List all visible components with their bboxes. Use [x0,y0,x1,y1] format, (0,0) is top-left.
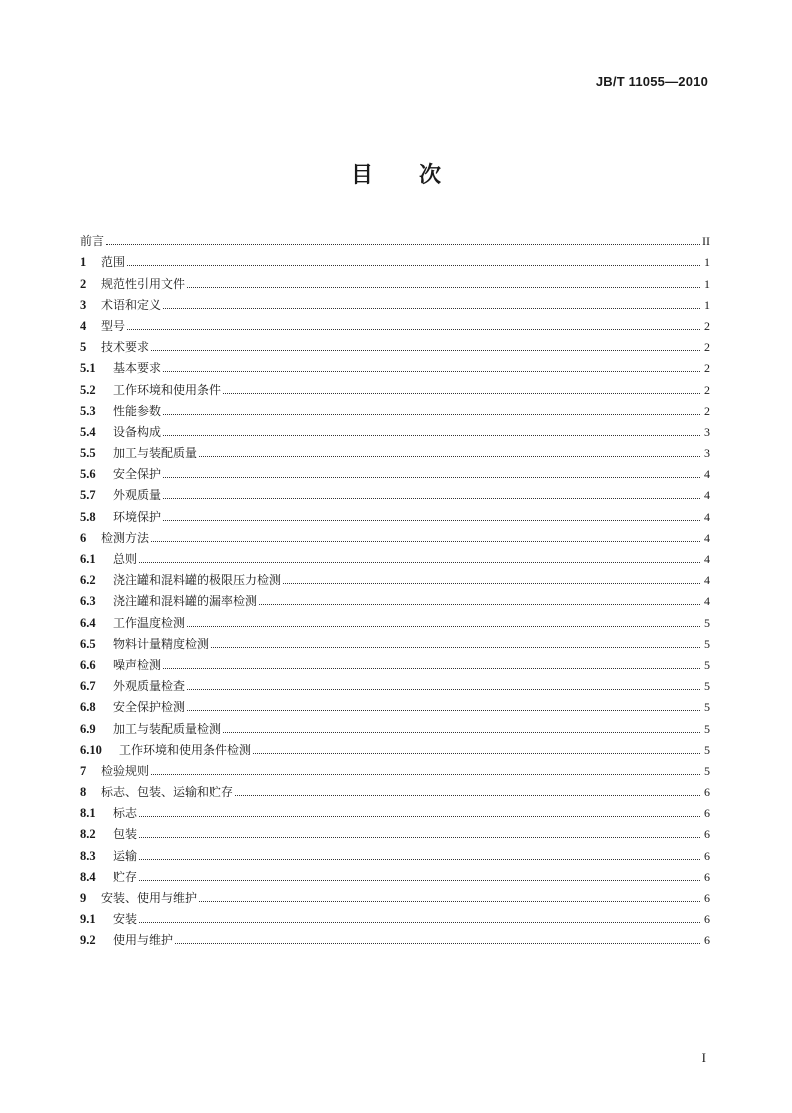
toc-entry-page: 6 [704,785,710,800]
toc-entry[interactable] [80,354,710,375]
toc-entry-label: 加工与装配质量 [113,446,198,461]
toc-entry-label: 环境保护 [113,509,162,524]
toc-entry[interactable] [80,418,710,439]
toc-entry-page: II [702,234,710,249]
toc-entry[interactable] [80,460,710,481]
toc-entry-label: 检测方法 [101,530,150,545]
toc-entry-number: 9.1 [80,912,96,927]
toc-leader-dots [199,455,700,457]
toc-leader-dots [163,307,700,309]
toc-entry-label: 运输 [113,848,138,863]
toc-entry-number: 3 [80,297,87,312]
toc-entry-number: 6.2 [80,573,96,588]
toc-entry-label: 设备构成 [113,424,162,439]
toc-leader-dots [223,392,700,394]
toc-entry-label: 技术要求 [101,340,150,355]
toc-leader-dots [139,836,700,838]
toc-entry[interactable] [80,545,710,566]
toc-entry-label: 规范性引用文件 [101,276,186,291]
toc-leader-dots [163,519,700,521]
toc-entry-number: 4 [80,318,87,333]
toc-leader-dots [151,540,700,542]
toc-leader-dots [253,752,700,754]
toc-entry-label: 前言 [80,234,105,249]
toc-entry[interactable] [80,926,710,947]
toc-entry-page: 6 [704,848,710,863]
toc-leader-dots [211,646,700,648]
toc-entry-number: 5.7 [80,488,96,503]
toc-entry-label: 性能参数 [113,403,162,418]
toc-entry-label: 贮存 [113,869,138,884]
toc-entry-number: 8.1 [80,806,96,821]
toc-entry-page: 5 [704,615,710,630]
toc-entry-page: 6 [704,912,710,927]
toc-entry[interactable] [80,863,710,884]
toc-entry-label: 使用与维护 [113,933,174,948]
toc-entry[interactable] [80,799,710,820]
toc-entry[interactable] [80,375,710,396]
toc-entry[interactable] [80,693,710,714]
toc-leader-dots [187,688,700,690]
toc-entry-label: 安装 [113,912,138,927]
toc-entry-page: 3 [704,424,710,439]
toc-entry-label: 基本要求 [113,361,162,376]
toc-entry-page: 5 [704,721,710,736]
toc-entry-label: 外观质量 [113,488,162,503]
toc-entry-page: 2 [704,361,710,376]
toc-entry-number: 6.5 [80,636,96,651]
toc-entry-number: 8.3 [80,848,96,863]
toc-entry-label: 噪声检测 [113,657,162,672]
toc-entry-page: 1 [704,276,710,291]
toc-entry-number: 5.5 [80,446,96,461]
toc-entry[interactable] [80,312,710,333]
toc-entry-number: 6 [80,530,87,545]
toc-leader-dots [187,709,700,711]
toc-entry[interactable] [80,630,710,651]
toc-entry-page: 4 [704,573,710,588]
toc-entry[interactable] [80,333,710,354]
toc-entry[interactable] [80,841,710,862]
toc-entry-page: 5 [704,700,710,715]
toc-entry-label: 加工与装配质量检测 [113,721,222,736]
title-char-2: 次 [419,163,442,188]
toc-leader-dots [139,858,700,860]
toc-entry[interactable] [80,291,710,312]
title-char-1: 目 [350,163,373,188]
toc-entry-page: 5 [704,636,710,651]
toc-entry[interactable] [80,884,710,905]
toc-entry-page: 4 [704,594,710,609]
toc-entry[interactable] [80,587,710,608]
page-number: I [701,1050,706,1065]
toc-entry[interactable] [80,672,710,693]
toc-leader-dots [163,413,700,415]
toc-leader-dots [187,286,700,288]
toc-entry-page: 4 [704,488,710,503]
toc-entry-number: 5 [80,340,87,355]
toc-entry-page: 2 [704,382,710,397]
toc-leader-dots [199,900,700,902]
toc-entry[interactable] [80,736,710,757]
toc-entry-label: 型号 [101,318,126,333]
toc-entry-page: 5 [704,657,710,672]
toc-leader-dots [106,243,700,245]
toc-entry-number: 5.3 [80,403,96,418]
toc-entry-label: 术语和定义 [101,297,162,312]
toc-entry-page: 6 [704,806,710,821]
toc-entry[interactable] [80,481,710,502]
toc-entry[interactable] [80,651,710,672]
toc-entry[interactable] [80,227,710,248]
toc-entry-label: 标志 [113,806,138,821]
toc-entry-number: 6.9 [80,721,96,736]
toc-leader-dots [127,264,700,266]
toc-leader-dots [175,942,700,944]
toc-entry-number: 8 [80,785,87,800]
toc-entry-number: 2 [80,276,87,291]
toc-entry-number: 6.6 [80,657,96,672]
toc-entry-number: 6.7 [80,679,96,694]
toc-entry-label: 外观质量检查 [113,679,186,694]
toc-entry-page: 4 [704,552,710,566]
toc-entry-label: 安全保护 [113,467,162,482]
toc-entry-label: 浇注罐和混料罐的极限压力检测 [113,573,282,588]
toc-entry-number: 8.4 [80,869,96,884]
page-title [0,158,792,189]
toc-entry-page: 4 [704,530,710,545]
toc-entry[interactable] [80,757,710,778]
toc-entry-label: 范围 [101,255,126,270]
toc-entry-label: 浇注罐和混料罐的漏率检测 [113,594,258,609]
toc-entry-label: 安全保护检测 [113,700,186,715]
toc-entry-page: 1 [704,255,710,270]
toc-leader-dots [139,815,700,817]
toc-entry-page: 6 [704,933,710,948]
toc-entry-label: 物料计量精度检测 [113,636,210,651]
toc-entry-number: 6.1 [80,552,96,566]
toc-leader-dots [283,582,700,584]
toc-entry-number: 7 [80,763,87,778]
toc-leader-dots [163,667,700,669]
toc-entry-page: 3 [704,446,710,461]
toc-entry-page: 4 [704,467,710,482]
toc-entry[interactable] [80,502,710,523]
toc-leader-dots [127,328,700,330]
toc-entry-page: 5 [704,742,710,757]
toc-entry-number: 6.4 [80,615,96,630]
toc-entry-number: 9 [80,891,87,905]
toc-entry[interactable] [80,397,710,418]
toc-leader-dots [259,603,700,605]
toc-entry-page: 1 [704,297,710,312]
toc-entry-number: 9.2 [80,933,96,948]
toc-entry-label: 总则 [113,552,138,566]
toc-leader-dots [139,561,700,563]
toc-leader-dots [139,921,700,923]
toc-leader-dots [163,497,700,499]
toc-entry-page: 4 [704,509,710,524]
toc-entry-label: 工作环境和使用条件 [113,382,222,397]
toc-entry-page: 6 [704,869,710,884]
table-of-contents [80,227,710,947]
toc-entry[interactable] [80,714,710,735]
toc-entry-page: 5 [704,763,710,778]
toc-entry-number: 6.10 [80,742,102,757]
toc-entry[interactable] [80,566,710,587]
toc-entry-label: 标志、包装、运输和贮存 [101,785,234,800]
toc-entry-number: 8.2 [80,827,96,842]
toc-entry[interactable] [80,524,710,545]
toc-leader-dots [163,434,700,436]
toc-entry[interactable] [80,269,710,290]
toc-entry-page: 2 [704,318,710,333]
toc-entry-label: 检验规则 [101,763,150,778]
toc-leader-dots [151,773,700,775]
toc-leader-dots [223,731,700,733]
toc-entry[interactable] [80,905,710,926]
toc-entry-number: 6.3 [80,594,96,609]
toc-entry[interactable] [80,778,710,799]
toc-leader-dots [163,370,700,372]
toc-entry-page: 2 [704,340,710,355]
toc-entry-number: 5.6 [80,467,96,482]
toc-entry-label: 工作温度检测 [113,615,186,630]
toc-entry[interactable] [80,248,710,269]
toc-entry-number: 5.1 [80,361,96,376]
toc-entry[interactable] [80,820,710,841]
toc-entry[interactable] [80,608,710,629]
toc-entry-page: 5 [704,679,710,694]
toc-leader-dots [163,476,700,478]
toc-entry-number: 5.4 [80,424,96,439]
toc-leader-dots [187,625,700,627]
toc-leader-dots [235,794,700,796]
toc-entry[interactable] [80,439,710,460]
toc-entry-number: 6.8 [80,700,96,715]
toc-entry-label: 工作环境和使用条件检测 [119,742,252,757]
toc-entry-number: 1 [80,255,87,270]
toc-entry-page: 2 [704,403,710,418]
toc-entry-number: 5.2 [80,382,96,397]
toc-entry-label: 安装、使用与维护 [101,891,198,905]
toc-entry-label: 包装 [113,827,138,842]
standard-code: JB/T 11055—2010 [595,74,708,89]
toc-leader-dots [151,349,700,351]
toc-entry-number: 5.8 [80,509,96,524]
toc-leader-dots [139,879,700,881]
toc-entry-page: 6 [704,891,710,905]
toc-entry-page: 6 [704,827,710,842]
